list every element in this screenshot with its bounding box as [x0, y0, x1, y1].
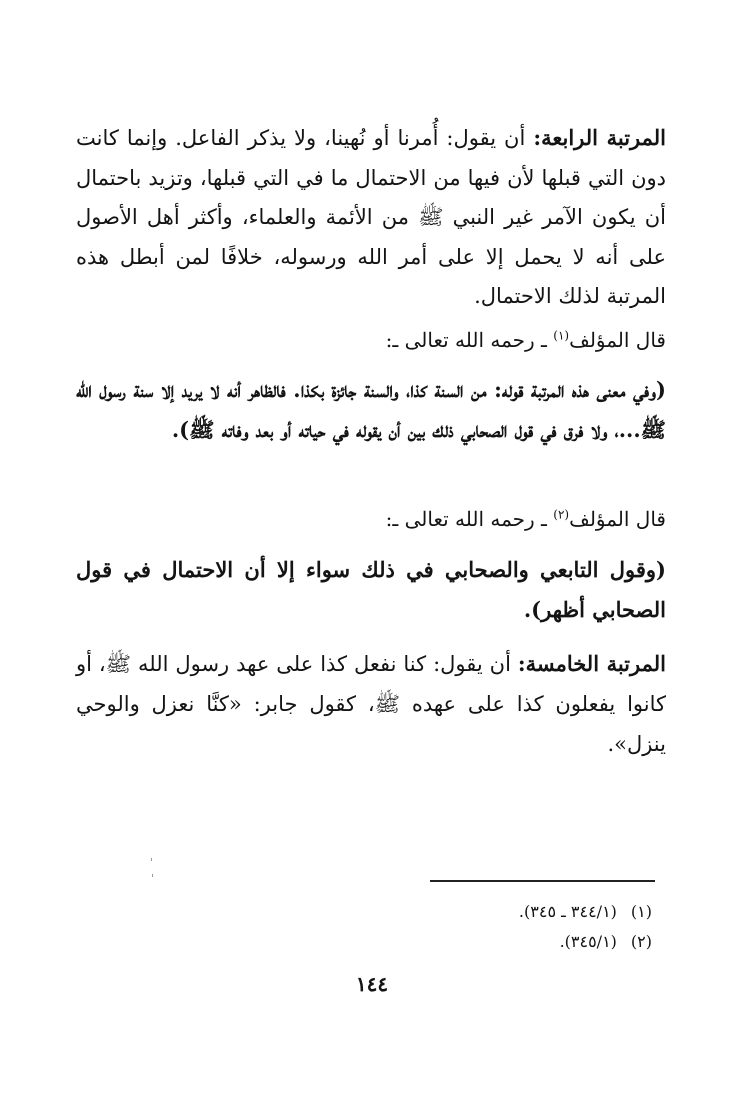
scan-speck	[152, 874, 153, 877]
author-said-suffix: ـ رحمه الله تعالى ـ:	[385, 507, 554, 531]
quote-text: (وفي معنى هذه المرتبة قوله: من السنة كذا، والسنة جائزة بكذا. فالظاهر أنه لا يريد إلا سنة رسول الله ﷺ...، ولا فرق في قول الصحابي ذلك بين أن يقوله في حياته أو بعد وفاته ﷺ).	[76, 377, 666, 442]
matn-quote-1	[76, 370, 666, 450]
matn-quote-2	[76, 550, 666, 630]
paragraph-fifth-rank	[76, 644, 666, 764]
paragraph-lead: المرتبة الخامسة:	[517, 651, 666, 676]
footnote-text: (٣٤٥/١).	[559, 932, 617, 951]
scan-speck	[151, 858, 152, 861]
author-said-suffix: ـ رحمه الله تعالى ـ:	[385, 328, 554, 352]
author-said-heading-1	[76, 322, 666, 358]
paragraph-text: أن يقول: كنا نفعل كذا على عهد رسول الله ﷺ، أو كانوا يفعلون كذا على عهده ﷺ، كقول جابر: «كنَّا نعزل والوحي ينزل».	[76, 652, 666, 756]
author-said-heading-2	[76, 501, 666, 537]
footnotes	[280, 897, 652, 957]
footnote-ref-2: (٢)	[553, 507, 570, 522]
footnote-text: (٣٤٤/١ ـ ٣٤٥).	[518, 902, 617, 921]
footnote-1	[280, 897, 652, 927]
paragraph-lead: المرتبة الرابعة:	[533, 125, 667, 150]
paragraph-text: أن يقول: أُمرنا أو نُهينا، ولا يذكر الفاعل. وإنما كانت دون التي قبلها لأن فيها من الاحتمال ما في التي قبلها، وتزيد باحتمال أن يكون الآمر غير النبي ﷺ من الأئمة والعلماء، وأكثر أهل الأصول على أنه لا يحمل إلا على أمر الله ورسوله، خلافًا لمن أبطل هذه المرتبة لذلك الاحتمال.	[76, 126, 666, 308]
quote-text: (وقول التابعي والصحابي في ذلك سواء إلا أن الاحتمال في قول الصحابي أظهر).	[76, 557, 666, 622]
paragraph-fourth-rank	[76, 118, 666, 317]
footnote-divider	[430, 880, 655, 882]
footnote-2	[280, 927, 652, 957]
author-said-prefix: قال المؤلف	[569, 507, 666, 531]
author-said-prefix: قال المؤلف	[569, 328, 666, 352]
footnote-number: (١)	[630, 902, 652, 921]
footnote-number: (٢)	[630, 932, 652, 951]
footnote-ref-1: (١)	[553, 328, 570, 343]
page-number: ١٤٤	[355, 972, 389, 996]
